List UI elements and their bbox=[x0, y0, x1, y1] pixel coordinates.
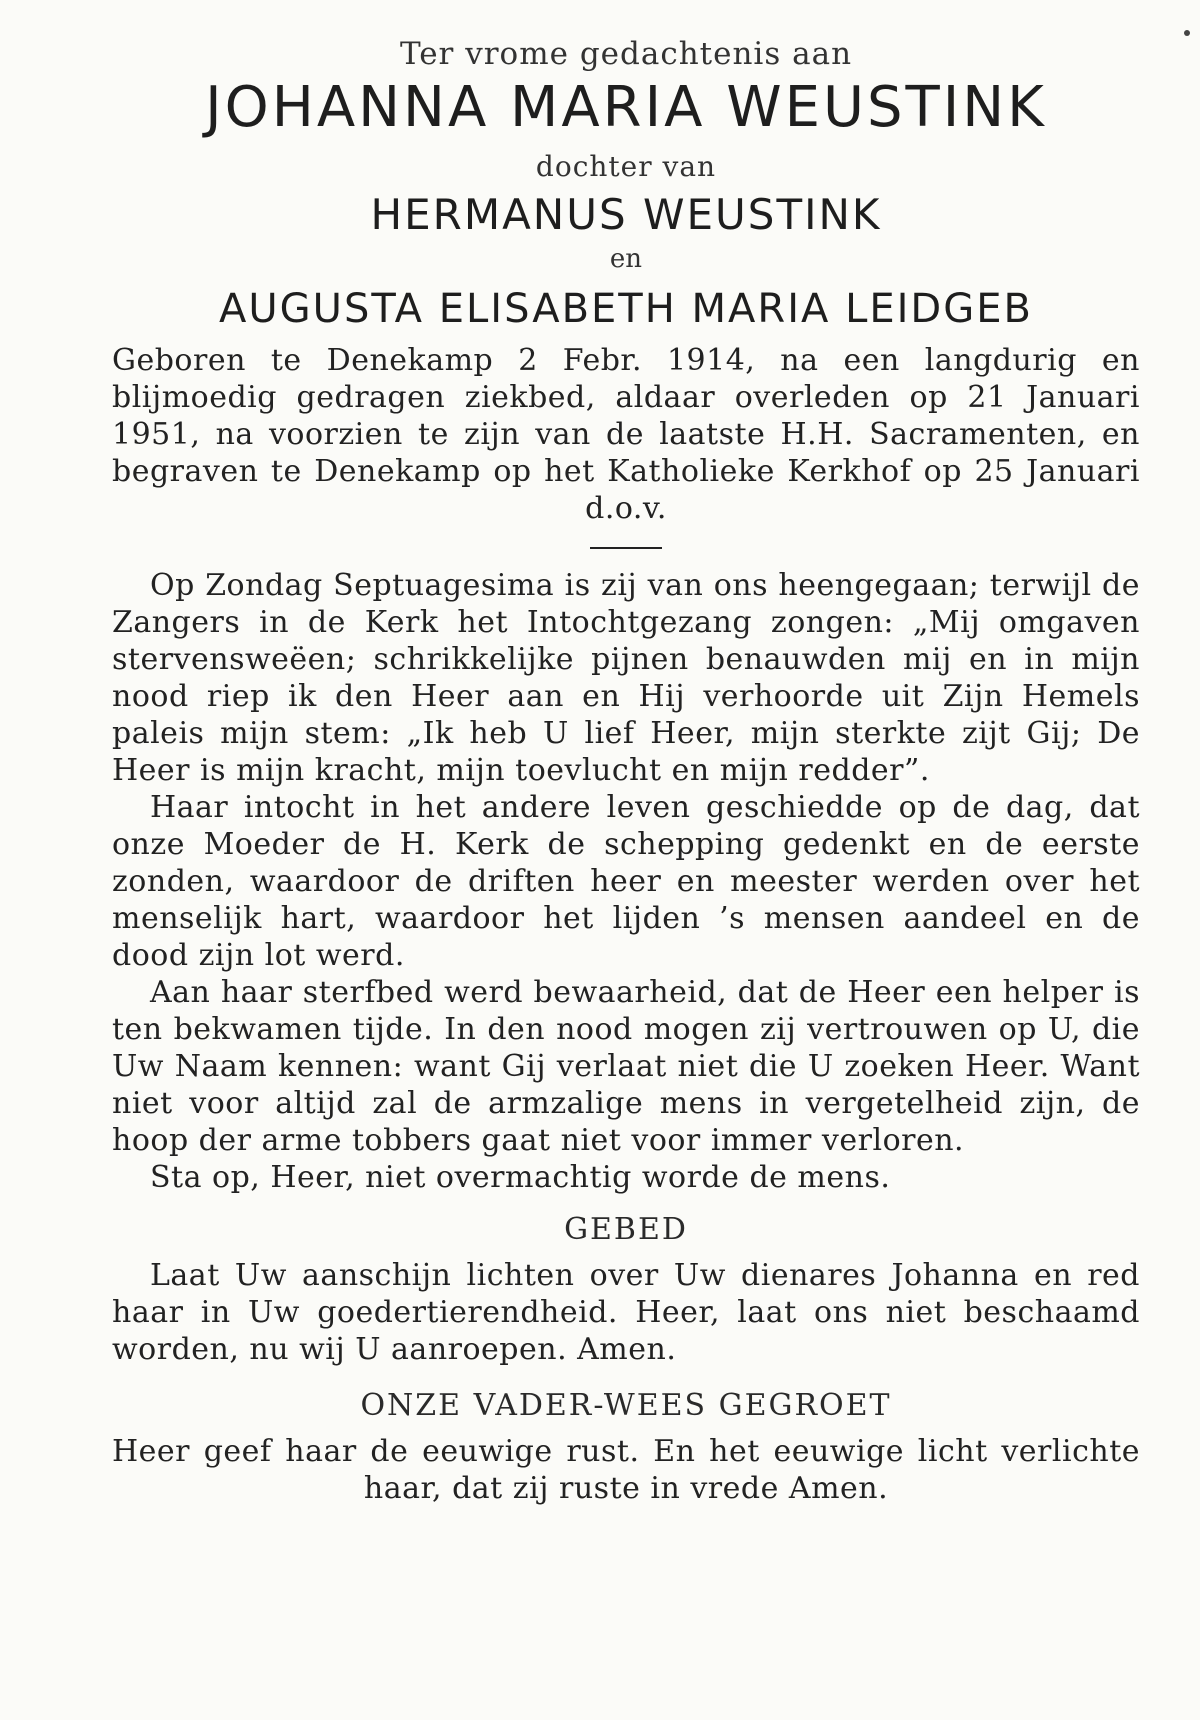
body-paragraph-3: Aan haar sterfbed werd bewaarheid, dat de Heer een helper is ten bekwamen tijde. In den nood mogen zij vertrouwen op U, die Uw Naam kennen: want Gij verlaat niet die U zoeken Heer. Want niet voor altijd zal de armzalige mens in vergetelheid zijn, de hoop der arme tobbers gaat niet voor immer verloren. bbox=[112, 974, 1140, 1158]
body-paragraph-4: Sta op, Heer, niet overmachtig worde de mens. bbox=[150, 1159, 891, 1195]
prayer-text: Laat Uw aanschijn lichten over Uw dienares Johanna en red haar in Uw goedertierendheid. Heer, laat ons niet beschaamd worden, nu wij U aanroepen. Amen. bbox=[112, 1257, 1140, 1367]
prayer-heading: GEBED bbox=[564, 1211, 688, 1247]
body-paragraph-1: Op Zondag Septuagesima is zij van ons heengegaan; terwijl de Zangers in de Kerk het Intochtgezang zongen: „Mij omgaven stervensweëen; schrikkelijke pijnen benauwden mij en in mijn nood riep ik den Heer aan en Hij verhoorde uit Zijn Hemels paleis mijn stem: „Ik heb U lief Heer, mijn sterkte zijt Gij; De Heer is mijn kracht, mijn toevlucht en mijn redder”. bbox=[112, 567, 1140, 788]
biography-paragraph: Geboren te Denekamp 2 Febr. 1914, na een langdurig en blijmoedig gedragen ziekbed, aldaar overleden op 21 Januari 1951, na voorzien te zijn van de laatste H.H. Sacramenten, en begraven te Denekamp op het Katholieke Kerkhof op 25 Januari d.o.v. bbox=[112, 342, 1140, 526]
closing-text: Heer geef haar de eeuwige rust. En het eeuwige licht verlichte haar, dat zij ruste in vrede Amen. bbox=[112, 1433, 1140, 1506]
father-name: HERMANUS WEUSTINK bbox=[370, 190, 882, 240]
edge-mark bbox=[1184, 30, 1190, 36]
and-line: en bbox=[609, 243, 643, 274]
intro-line: Ter vrome gedachtenis aan bbox=[399, 36, 853, 72]
mother-name: AUGUSTA ELISABETH MARIA LEIDGEB bbox=[219, 285, 1033, 332]
closing-heading: ONZE VADER-WEES GEGROET bbox=[360, 1387, 892, 1423]
body-paragraph-2: Haar intocht in het andere leven geschiedde op de dag, dat onze Moeder de H. Kerk de schepping gedenkt en de eerste zonden, waardoor de driften heer en meester werden over het menselijk hart, waardoor het lijden ’s mensen aandeel en de dood zijn lot werd. bbox=[112, 789, 1140, 973]
section-divider bbox=[590, 547, 662, 549]
deceased-name: JOHANNA MARIA WEUSTINK bbox=[205, 75, 1047, 140]
daughter-of-line: dochter van bbox=[535, 150, 717, 184]
